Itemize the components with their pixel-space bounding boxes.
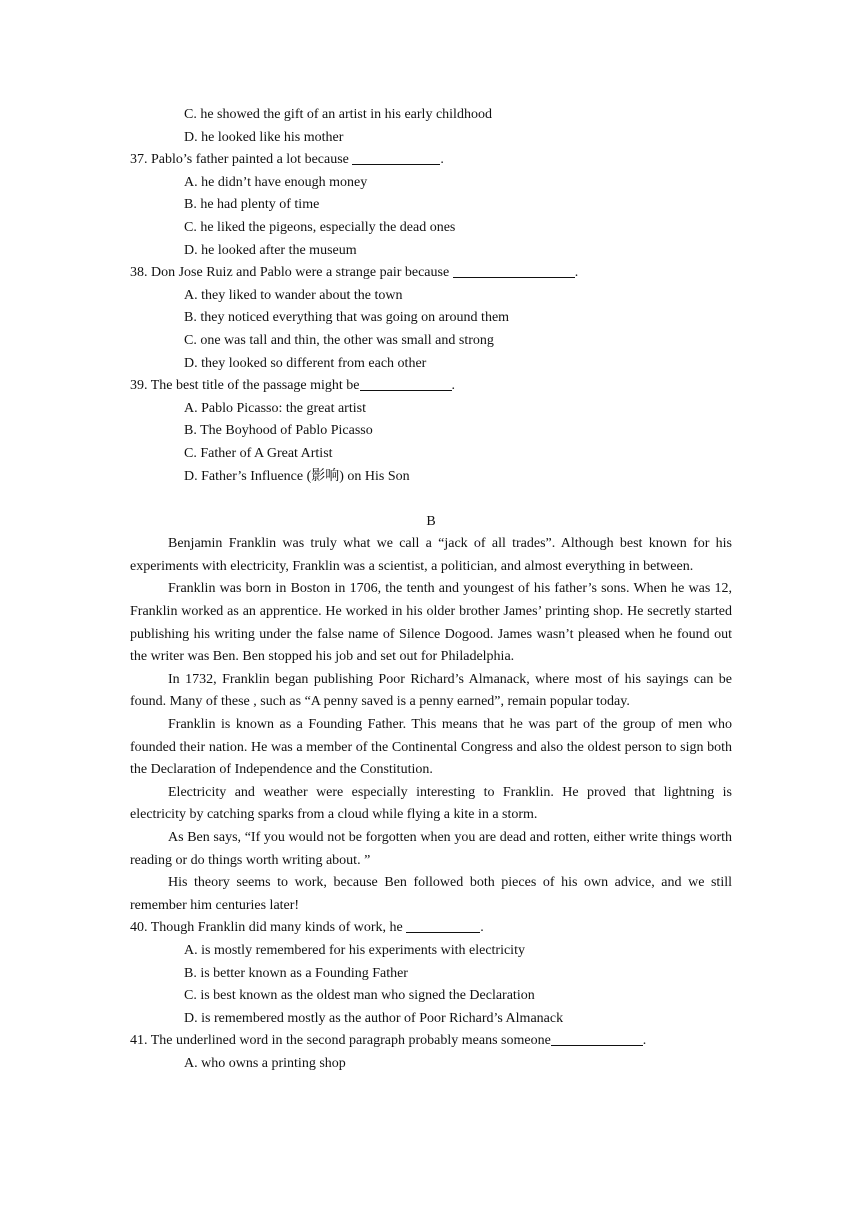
q36-option-c: C. he showed the gift of an artist in his early childhood — [184, 107, 492, 122]
passage-b-paragraph-3: In 1732, Franklin began publishing Poor Richard’s Almanack, where most of his sayings can be found. Many of these , such as “A penny saved is a penny earned”, remain popular today. — [130, 671, 732, 710]
answer-blank — [551, 1030, 643, 1046]
q39-option-c: C. Father of A Great Artist — [184, 445, 333, 461]
passage-b-paragraph-1: Benjamin Franklin was truly what we call a “jack of all trades”. Although best known for his experiments with electricity, Franklin was a scientist, a politician, and almost everything in between. — [130, 536, 732, 574]
q40-stem: 40. Though Franklin did many kinds of work, he . — [130, 917, 732, 940]
section-b-heading: B — [426, 513, 436, 529]
q40-option-c: C. is best known as the oldest man who signed the Declaration — [184, 988, 535, 1004]
passage-b-paragraph-6: As Ben says, “If you would not be forgotten when you are dead and rotten, either write things worth reading or do things worth writing about. ” — [130, 830, 732, 868]
q38-option-d: D. they looked so different from each other — [184, 355, 427, 371]
q40-option-a: A. is mostly remembered for his experiments with electricity — [184, 942, 525, 958]
q37-option-a: A. he didn’t have enough money — [184, 174, 368, 190]
q37-option-c: C. he liked the pigeons, especially the dead ones — [184, 219, 456, 235]
passage-b-paragraph-2: Franklin was born in Boston in 1706, the tenth and youngest of his father’s sons. When he was 12, Franklin worked as an apprentice. He worked in his older brother James’ printing shop. He secretly started publishing his writing under the false name of Silence Dogood. James wasn’t pleased when he found out the writer was Ben. Ben stopped his job and set out for Philadelphia. — [130, 581, 732, 665]
answer-blank — [352, 149, 440, 165]
q39-stem: 39. The best title of the passage might be . — [130, 375, 732, 398]
answer-blank — [406, 917, 480, 933]
spacer — [130, 488, 732, 511]
q39-option-b: B. The Boyhood of Pablo Picasso — [184, 423, 373, 439]
q39-option-d: D. Father’s Influence (影响) on His Son — [184, 468, 410, 484]
q37-option-b: B. he had plenty of time — [184, 197, 320, 213]
q40-option-b: B. is better known as a Founding Father — [184, 965, 408, 981]
q41-stem: 41. The underlined word in the second paragraph probably means someone . — [130, 1030, 732, 1053]
answer-blank — [360, 375, 452, 391]
answer-blank — [453, 262, 575, 278]
page-content — [130, 104, 732, 1076]
q37-stem: 37. Pablo’s father painted a lot because . — [130, 149, 732, 172]
q38-option-b: B. they noticed everything that was going on around them — [184, 310, 510, 326]
q40-option-d: D. is remembered mostly as the author of Poor Richard’s Almanack — [184, 1010, 564, 1026]
q38-option-c: C. one was tall and thin, the other was small and strong — [184, 332, 494, 348]
passage-b-paragraph-5: Electricity and weather were especially interesting to Franklin. He proved that lightning is electricity by catching sparks from a cloud while flying a kite in a storm. — [130, 784, 732, 823]
q41-option-a: A. who owns a printing shop — [184, 1055, 346, 1071]
q38-option-a: A. they liked to wander about the town — [184, 287, 403, 303]
q36-option-d: D. he looked like his mother — [184, 129, 344, 145]
q37-option-d: D. he looked after the museum — [184, 242, 357, 258]
q38-stem: 38. Don Jose Ruiz and Pablo were a strange pair because . — [130, 262, 732, 285]
q39-option-a: A. Pablo Picasso: the great artist — [184, 400, 366, 416]
passage-b-paragraph-7: His theory seems to work, because Ben followed both pieces of his own advice, and we still remember him centuries later! — [130, 875, 732, 913]
passage-b-paragraph-4: Franklin is known as a Founding Father. This means that he was part of the group of men who founded their nation. He was a member of the Continental Congress and also the oldest person to sign both the Declaration of Independence and the Constitution. — [130, 717, 732, 778]
